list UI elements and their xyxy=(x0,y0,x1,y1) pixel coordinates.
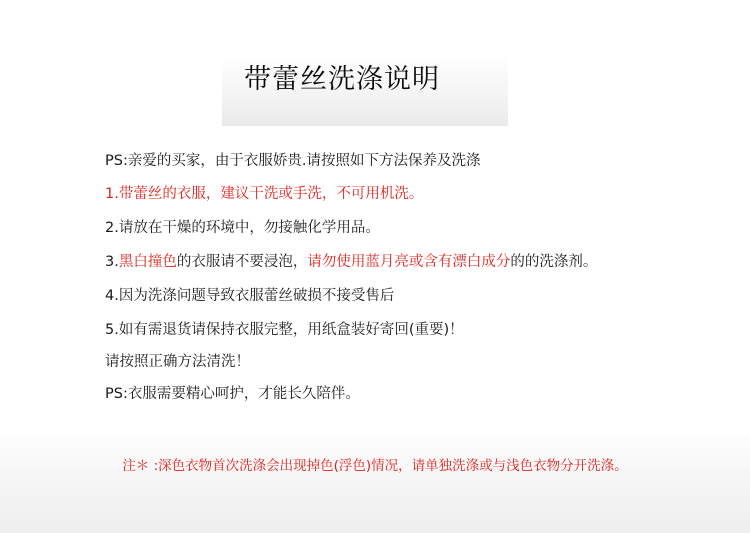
footer-background xyxy=(0,426,750,533)
page-title: 带蕾丝洗涤说明 xyxy=(244,64,440,95)
ps-care-line: PS:衣服需要精心呵护，才能长久陪伴。 xyxy=(105,386,360,402)
instruction-item-2: 2.请放在干燥的环境中，勿接触化学用品。 xyxy=(105,220,380,236)
instruction-item-3 xyxy=(105,252,597,272)
item3-suffix-text: 的的洗涤剂。 xyxy=(510,254,598,270)
instruction-item-1: 1.带蕾丝的衣服，建议干洗或手洗，不可用机洗。 xyxy=(105,186,424,202)
footer-note: 注＊ :深色衣物首次洗涤会出现掉色(浮色)情况，请单独洗涤或与浅色衣物分开洗涤。 xyxy=(122,458,628,474)
item3-number: 3. xyxy=(105,254,119,270)
wash-correctly-line: 请按照正确方法清洗！ xyxy=(105,354,250,370)
item3-highlight-detergent: 请勿使用蓝月亮或含有漂白成分 xyxy=(307,254,511,270)
instruction-item-5: 5.如有需退货请保持衣服完整，用纸盒装好寄回(重要)！ xyxy=(105,322,464,338)
item3-highlight-color: 黑白撞色 xyxy=(118,254,177,270)
item3-middle-text: 的衣服请不要浸泡， xyxy=(176,254,308,270)
instruction-item-4: 4.因为洗涤问题导致衣服蕾丝破损不接受售后 xyxy=(105,288,395,304)
ps-intro-line: PS:亲爱的买家，由于衣服娇贵.请按照如下方法保养及洗涤 xyxy=(105,153,481,169)
